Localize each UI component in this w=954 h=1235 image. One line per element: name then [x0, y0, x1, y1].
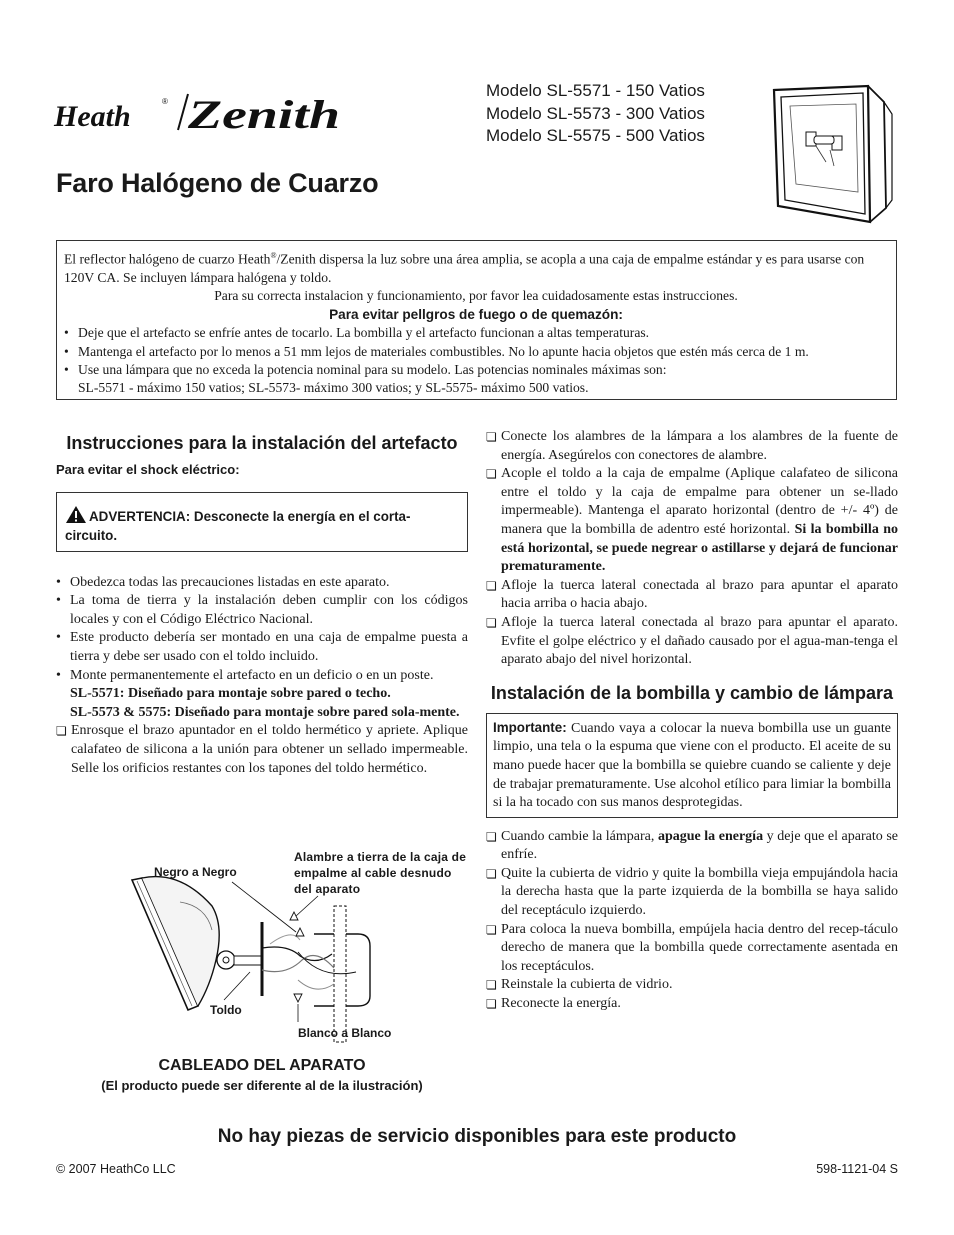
mounting-steps-list	[486, 428, 898, 670]
label-ground-wire: Alambre a tierra de la caja de empalme al cable desnudo del aparato	[294, 850, 467, 896]
bulb-heading: Instalación de la bombilla y cambio de lámpara	[490, 682, 894, 703]
mount-note-5573-5575: SL-5573 & 5575: Diseñado para montaje sobre pared sola-mente.	[70, 704, 460, 720]
list-item: ❏ Acople el toldo a la caja de empalme (Aplique calafateo de silicona entre el toldo y la caja de empalme para obtener un se-llado impermeable). Mantenga el aparato horizontal (dentro de +/- 4º) de manera que la bombilla de adentro esté horizontal. Si la bombilla no está horizontal, se puede negrear o astillarse y dejará de funcionar prematuramente.	[486, 465, 898, 577]
brand-logo	[52, 86, 352, 136]
diagram-subtitle: (El producto puede ser diferente al de la ilustración)	[101, 1078, 423, 1093]
intro-paragraph: El reflector halógeno de cuarzo Heath®/Zenith dispersa la luz sobre una área amplia, se acopla a una caja de empalme estándar y es para usarse con 120V CA. Se incluyen lámpara halógena y toldo.	[64, 251, 865, 285]
brand-name-heath: Heath	[54, 100, 131, 133]
model-list	[486, 80, 756, 148]
horizontal-warning: Si la bombilla no está horizontal, se puede negrear o astillarse y dejará de funcionar prematuramente.	[501, 521, 898, 575]
intro-instructions-note: Para su correcta instalacion y funcionamiento, por favor lea cuidadosamente estas instrucciones.	[214, 288, 738, 304]
model-line: Modelo SL-5575 - 500 Vatios	[486, 126, 705, 145]
list-item: • Este producto debería ser montado en una caja de empalme puesta a tierra y debe ser usado con el toldo incluido.	[56, 629, 468, 666]
list-item: ❏ Conecte los alambres de la lámpara a los alambres de la fuente de energía. Asegúrelos con conectores de alambre.	[486, 428, 898, 465]
wattage-ratings: SL-5571 - máximo 150 vatios; SL-5573- máximo 300 vatios; y SL-5575- máximo 500 vatios.	[78, 380, 589, 396]
brand-slash	[178, 94, 188, 130]
no-service-parts-notice: No hay piezas de servicio disponibles para este producto	[217, 1126, 737, 1147]
list-item: • Mantenga el artefacto por lo menos a 51 mm lejos de materiales combustibles. No lo apunte hacia objetos que estén más cerca de 1 m.	[64, 343, 888, 361]
warning-box	[56, 492, 468, 552]
shock-subheading: Para evitar el shock eléctrico:	[56, 462, 240, 477]
important-box	[486, 713, 898, 818]
wiring-diagram	[120, 848, 480, 1044]
important-text: Cuando vaya a colocar la nueva bombilla use un guante limpio, una tela o la espuma que viene con el producto. El aceite de su mano puede hacer que la bombilla se quiebre cuando se caliente y deje de trabajar prematuramente. Use alcohol etílico para limiar la bombilla si la ha tocado con sus manos desprotegidas.	[493, 720, 891, 811]
list-item: ❏ Reconecte la energía.	[486, 995, 898, 1014]
list-item: • Use una lámpara que no exceda la potencia nominal para su modelo. Las potencias nominales máximas son: SL-5571 - máximo 150 vatios; SL-5573- máximo 300 vatios; y SL-5575- máximo 500 vatios.	[64, 361, 888, 398]
list-item: ❏ Reinstale la cubierta de vidrio.	[486, 976, 898, 995]
list-item: • Monte permanentemente el artefacto en un deficio o en un poste. SL-5571: Diseñado para montaje sobre pared o techo. SL-5573 & 5575: Diseñado para montaje sobre pared sola-mente.	[56, 667, 468, 723]
list-item: • Obedezca todas las precauciones listadas en este aparato.	[56, 574, 468, 593]
label-white-to-white: Blanco a Blanco	[298, 1026, 392, 1040]
install-heading: Instrucciones para la instalación del artefacto	[66, 433, 458, 453]
install-section	[56, 432, 468, 778]
install-steps-list	[56, 722, 468, 778]
mounting-and-bulb-section	[486, 428, 898, 1014]
install-precautions-list	[56, 574, 468, 723]
list-item: ❏ Quite la cubierta de vidrio y quite la bombilla vieja empujándola hacia la derecha hasta que la parte izquierda de la bombilla se haya salido del receptáculo izquierdo.	[486, 865, 898, 921]
intro-box	[56, 240, 897, 400]
document-number: 598-1121-04 S	[816, 1162, 898, 1176]
warning-icon	[65, 505, 87, 524]
label-black-to-black: Negro a Negro	[154, 865, 237, 879]
mount-note-5571: SL-5571: Diseñado para montaje sobre pared o techo.	[70, 686, 391, 702]
copyright: © 2007 HeathCo LLC	[56, 1162, 176, 1176]
fire-hazard-heading: Para evitar pellgros de fuego o de quemazón:	[329, 306, 623, 322]
list-item: • Deje que el artefacto se enfríe antes de tocarlo. La bombilla y el artefacto funcionan a altas temperaturas.	[64, 324, 888, 342]
list-item: ❏ Afloje la tuerca lateral conectada al brazo para apuntar el aparato. Evfite el golpe eléctrico y el dañado causado por el agua-man-tenga el aparato abajo del nivel horizontal.	[486, 614, 898, 670]
label-canopy: Toldo	[210, 1003, 242, 1017]
list-item: ❏ Enrosque el brazo apuntador en el toldo hermético y apriete. Aplique calafateo de silicona a la unión para obtener un sellado impermeable. Selle los orificios restantes con los tapones del toldo hermético.	[56, 722, 468, 778]
floodlight-illustration	[768, 80, 896, 228]
important-label: Importante:	[493, 719, 567, 735]
model-line: Modelo SL-5573 - 300 Vatios	[486, 103, 705, 123]
warning-text: ADVERTENCIA: Desconecte la energía en el corta-circuito.	[65, 508, 411, 543]
list-item: ❏ Cuando cambie la lámpara, apague la energía y deje que el aparato se enfríe.	[486, 828, 898, 865]
model-line: Modelo SL-5571 - 150 Vatios	[486, 81, 705, 100]
bulb-steps-list	[486, 828, 898, 1014]
list-item: ❏ Para coloca la nueva bombilla, empújela hacia dentro del recep-táculo derecho de manera que la bombilla quede correctamente asentada en los receptáculos.	[486, 921, 898, 977]
list-item: ❏ Afloje la tuerca lateral conectada al brazo para apuntar el aparato hacia arriba o hacia abajo.	[486, 577, 898, 614]
fire-hazard-list	[64, 324, 888, 398]
brand-name-zenith: Zenith	[186, 92, 340, 136]
diagram-title: CABLEADO DEL APARATO	[158, 1057, 366, 1074]
brand-registered: ®	[162, 97, 168, 106]
list-item: • La toma de tierra y la instalación deben cumplir con los códigos locales y con el Código Eléctrico Nacional.	[56, 592, 468, 629]
page-title: Faro Halógeno de Cuarzo	[56, 168, 379, 198]
